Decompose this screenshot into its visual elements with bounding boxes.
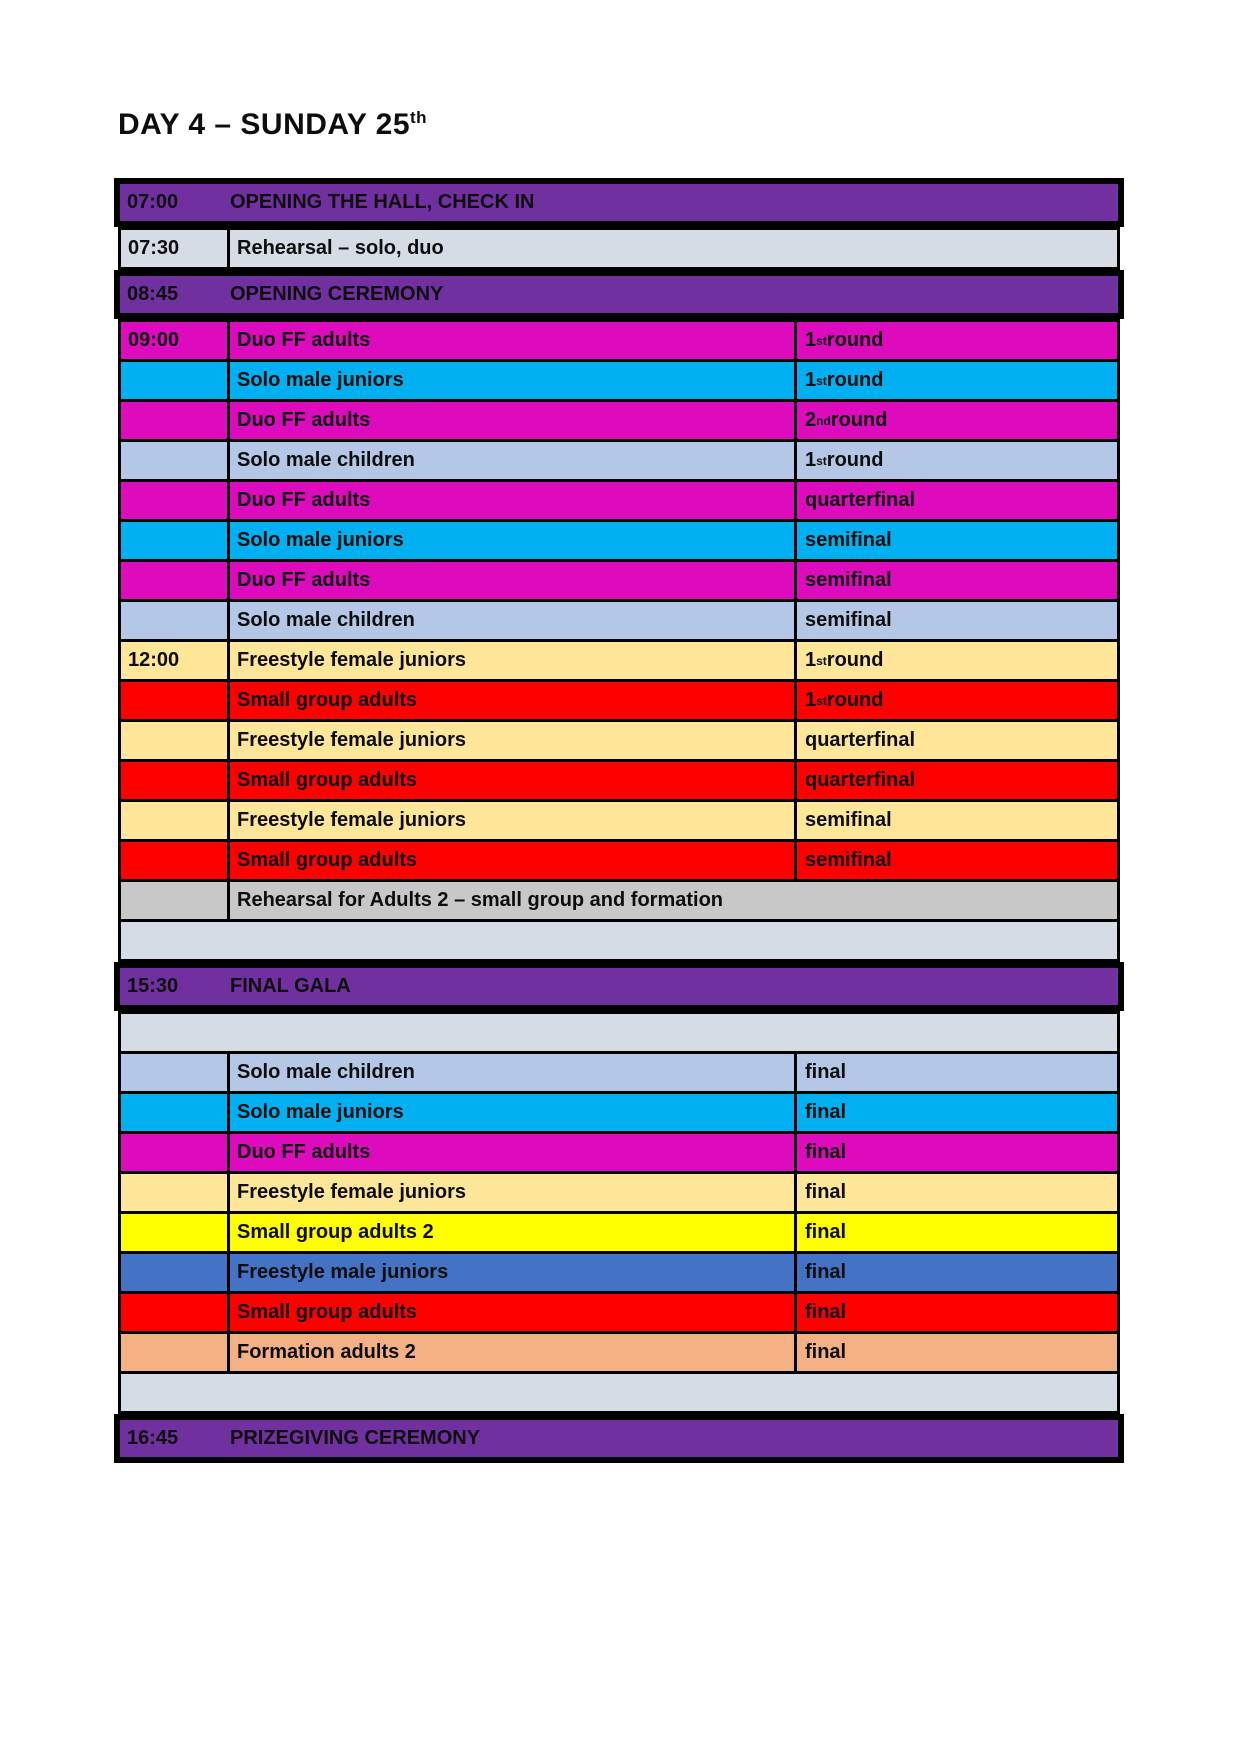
- round-tail-text: round: [826, 369, 884, 391]
- banner-row: [114, 270, 1124, 319]
- round-text: semifinal: [805, 609, 892, 631]
- round-cell: [794, 482, 1117, 519]
- event-cell: Freestyle female juniors: [237, 649, 466, 671]
- banner-label-cell: PRIZEGIVING CEREMONY: [230, 1427, 481, 1449]
- banner-label-cell: FINAL GALA: [230, 975, 351, 997]
- banner-label-cell: OPENING THE HALL, CHECK IN: [230, 191, 535, 213]
- time-cell: [121, 842, 230, 879]
- time-cell: [121, 362, 230, 399]
- schedule-row: [121, 562, 1117, 602]
- time-cell: [121, 1254, 230, 1291]
- event-cell: Freestyle female juniors: [237, 1181, 466, 1203]
- schedule-row: [121, 602, 1117, 642]
- time-cell: [121, 1214, 230, 1251]
- round-text: final: [805, 1341, 847, 1363]
- time-cell: [121, 762, 230, 799]
- round-cell: 1 st round: [794, 442, 1117, 479]
- round-cell: [794, 762, 1117, 799]
- round-cell: [794, 602, 1117, 639]
- schedule-row: [121, 802, 1117, 842]
- event-cell: Small group adults: [237, 769, 418, 791]
- round-cell: [794, 722, 1117, 759]
- round-cell: 1 st round: [794, 322, 1117, 359]
- time-cell: [121, 402, 230, 439]
- time-cell: 09:00: [121, 322, 230, 359]
- round-cell: [794, 1174, 1117, 1211]
- event-cell: Solo male juniors: [237, 529, 404, 551]
- round-tail-text: round: [826, 449, 884, 471]
- banner-row: [114, 1414, 1124, 1463]
- time-cell: [121, 682, 230, 719]
- event-cell: Small group adults: [237, 849, 418, 871]
- page-title-ordinal-suffix: th: [410, 108, 428, 127]
- round-cell: 1 st round: [794, 362, 1117, 399]
- round-tail-text: round: [826, 329, 884, 351]
- round-tail-text: round: [826, 649, 884, 671]
- schedule-row: [121, 230, 1117, 267]
- round-text: final: [805, 1221, 847, 1243]
- time-cell: [121, 522, 230, 559]
- event-cell: Rehearsal – solo, duo: [237, 237, 444, 259]
- table-segment: [118, 1011, 1120, 1414]
- event-cell: Small group adults: [237, 1301, 418, 1323]
- page-title: [118, 108, 427, 142]
- round-cell: [794, 842, 1117, 879]
- schedule-row: [121, 1294, 1117, 1334]
- event-cell: Solo male children: [237, 609, 415, 631]
- round-text: quarterfinal: [805, 729, 916, 751]
- round-cell: [794, 1254, 1117, 1291]
- round-cell: [794, 1334, 1117, 1371]
- time-cell: 07:30: [121, 230, 230, 267]
- round-text: 1: [805, 369, 817, 391]
- schedule-row: [121, 322, 1117, 362]
- spacer-row: [121, 1014, 1117, 1054]
- round-cell: 1 st round: [794, 682, 1117, 719]
- round-text: 1: [805, 649, 817, 671]
- schedule-row: [121, 1254, 1117, 1294]
- schedule-row: [121, 842, 1117, 882]
- time-cell: [121, 722, 230, 759]
- time-cell: [121, 562, 230, 599]
- event-cell: Formation adults 2: [237, 1341, 416, 1363]
- round-text: final: [805, 1141, 847, 1163]
- spacer-row: [121, 1374, 1117, 1411]
- schedule-row: [121, 1094, 1117, 1134]
- round-text: 1: [805, 329, 817, 351]
- round-tail-text: round: [830, 409, 888, 431]
- round-cell: [794, 1094, 1117, 1131]
- round-cell: 1 st round: [794, 642, 1117, 679]
- event-cell: Solo male children: [237, 1061, 415, 1083]
- round-text: final: [805, 1181, 847, 1203]
- time-cell: [121, 1094, 230, 1131]
- schedule-row: [121, 762, 1117, 802]
- round-cell: [794, 1214, 1117, 1251]
- event-cell: Freestyle female juniors: [237, 809, 466, 831]
- schedule-table: [114, 178, 1124, 1463]
- round-text: semifinal: [805, 849, 892, 871]
- schedule-row: [121, 882, 1117, 922]
- event-cell: Small group adults 2: [237, 1221, 434, 1243]
- event-cell: Duo FF adults: [237, 569, 371, 591]
- event-cell: Rehearsal for Adults 2 – small group and formation: [237, 889, 724, 911]
- round-cell: [794, 802, 1117, 839]
- time-cell: [121, 1174, 230, 1211]
- event-cell: Solo male juniors: [237, 1101, 404, 1123]
- schedule-row: [121, 482, 1117, 522]
- event-cell: Small group adults: [237, 689, 418, 711]
- round-text: semifinal: [805, 529, 892, 551]
- schedule-row: [121, 1134, 1117, 1174]
- banner-time-cell: 07:00: [127, 191, 179, 213]
- round-cell: [794, 1054, 1117, 1091]
- round-text: 2: [805, 409, 817, 431]
- schedule-row: [121, 1334, 1117, 1374]
- event-cell: Duo FF adults: [237, 329, 371, 351]
- table-segment: [118, 319, 1120, 962]
- banner-time-cell: 16:45: [127, 1427, 179, 1449]
- time-cell: [121, 602, 230, 639]
- time-cell: [121, 1054, 230, 1091]
- round-text: semifinal: [805, 809, 892, 831]
- round-text: final: [805, 1301, 847, 1323]
- round-text: final: [805, 1261, 847, 1283]
- time-cell: [121, 482, 230, 519]
- schedule-row: [121, 362, 1117, 402]
- schedule-row: [121, 642, 1117, 682]
- time-cell: [121, 1334, 230, 1371]
- banner-time-cell: 08:45: [127, 283, 179, 305]
- round-cell: [794, 562, 1117, 599]
- schedule-row: [121, 682, 1117, 722]
- schedule-row: [121, 1214, 1117, 1254]
- round-text: quarterfinal: [805, 769, 916, 791]
- round-text: final: [805, 1101, 847, 1123]
- round-text: final: [805, 1061, 847, 1083]
- table-segment: [118, 227, 1120, 270]
- event-cell: Duo FF adults: [237, 1141, 371, 1163]
- time-cell: [121, 1134, 230, 1171]
- time-cell: [121, 802, 230, 839]
- round-text: 1: [805, 449, 817, 471]
- schedule-row: [121, 402, 1117, 442]
- schedule-row: [121, 1054, 1117, 1094]
- round-cell: [794, 1294, 1117, 1331]
- event-cell: Solo male children: [237, 449, 415, 471]
- round-text: semifinal: [805, 569, 892, 591]
- spacer-row: [121, 922, 1117, 959]
- round-text: 1: [805, 689, 817, 711]
- event-cell: Freestyle female juniors: [237, 729, 466, 751]
- round-cell: [794, 1134, 1117, 1171]
- time-cell: [121, 442, 230, 479]
- schedule-row: [121, 722, 1117, 762]
- round-tail-text: round: [826, 689, 884, 711]
- round-cell: 2 nd round: [794, 402, 1117, 439]
- time-cell: [121, 1294, 230, 1331]
- time-cell: 12:00: [121, 642, 230, 679]
- time-cell: [121, 882, 230, 919]
- event-cell: Duo FF adults: [237, 409, 371, 431]
- banner-row: [114, 178, 1124, 227]
- banner-row: [114, 962, 1124, 1011]
- schedule-row: [121, 442, 1117, 482]
- event-cell: Freestyle male juniors: [237, 1261, 449, 1283]
- event-cell: Duo FF adults: [237, 489, 371, 511]
- schedule-row: [121, 522, 1117, 562]
- round-cell: [794, 522, 1117, 559]
- page-title-text: DAY 4 – SUNDAY 25: [118, 108, 411, 141]
- banner-label-cell: OPENING CEREMONY: [230, 283, 444, 305]
- event-cell: Solo male juniors: [237, 369, 404, 391]
- banner-time-cell: 15:30: [127, 975, 179, 997]
- schedule-row: [121, 1174, 1117, 1214]
- round-text: quarterfinal: [805, 489, 916, 511]
